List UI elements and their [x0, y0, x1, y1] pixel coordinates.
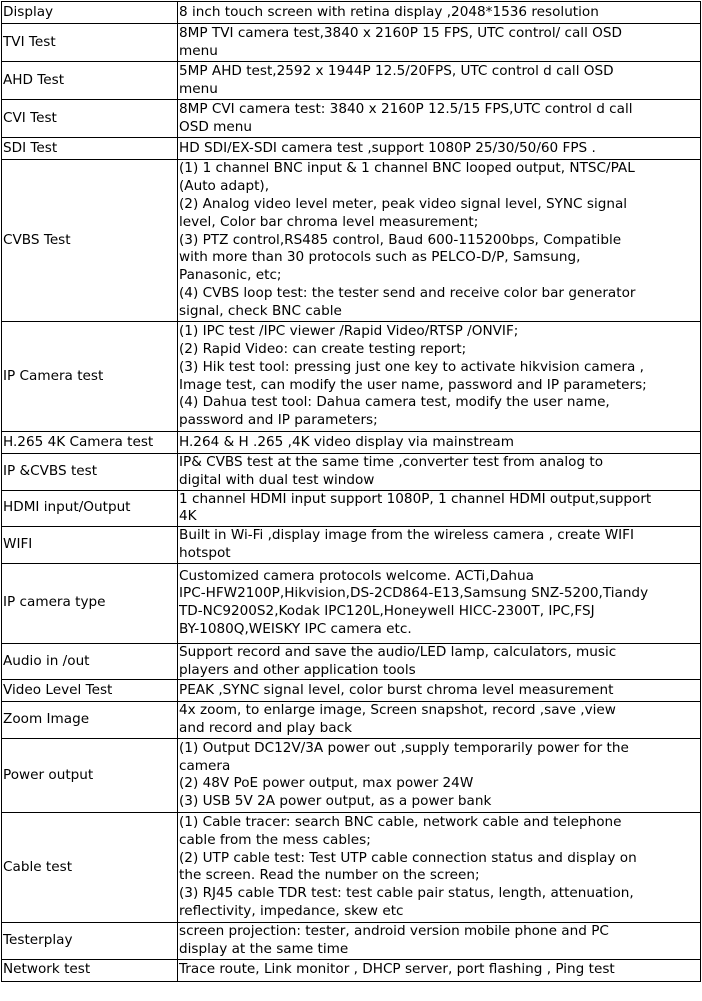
- spec-value-line: menu: [179, 80, 218, 97]
- spec-value-line: menu: [179, 42, 218, 59]
- spec-value: [178, 2, 701, 24]
- spec-value: [178, 490, 701, 527]
- spec-row: [2, 959, 701, 981]
- spec-row: [2, 454, 701, 491]
- spec-value-line: Built in Wi-Fi ,display image from the wireless camera , create WIFI: [179, 527, 634, 544]
- spec-value-line: (3) PTZ control,RS485 control, Baud 600-115200bps, Compatible: [179, 231, 622, 248]
- spec-value-line: IPC-HFW2100P,Hikvision,DS-2CD864-E13,Samsung SNZ-5200,Tiandy: [179, 585, 649, 602]
- spec-value-line: (2) 48V PoE power output, max power 24W: [179, 775, 474, 792]
- spec-value-line: with more than 30 protocols such as PELCO-D/P, Samsung,: [179, 249, 581, 266]
- spec-value: [178, 738, 701, 812]
- spec-label: WIFI: [2, 527, 178, 564]
- spec-row: [2, 812, 701, 922]
- spec-label: Display: [2, 2, 178, 24]
- spec-label: AHD Test: [2, 62, 178, 100]
- spec-value-line: 1 channel HDMI input support 1080P, 1 channel HDMI output,support: [179, 490, 652, 507]
- spec-row: [2, 322, 701, 432]
- spec-value: [178, 527, 701, 564]
- spec-value-line: cable from the mess cables;: [179, 831, 371, 848]
- spec-value-line: 4K: [179, 508, 197, 525]
- spec-row: [2, 160, 701, 322]
- spec-label: CVI Test: [2, 100, 178, 138]
- spec-value: [178, 24, 701, 62]
- spec-value-line: reflectivity, impedance, skew etc: [179, 903, 404, 920]
- spec-label: Power output: [2, 738, 178, 812]
- spec-label: CVBS Test: [2, 160, 178, 322]
- spec-row: [2, 432, 701, 454]
- spec-value-line: Image test, can modify the user name, password and IP parameters;: [179, 376, 647, 393]
- spec-value-line: password and IP parameters;: [179, 412, 378, 429]
- spec-value-line: (3) RJ45 cable TDR test: test cable pair status, length, attenuation,: [179, 885, 634, 902]
- spec-value-line: camera: [179, 757, 231, 774]
- spec-value-line: the screen. Read the number on the screen;: [179, 867, 480, 884]
- spec-value-line: BY-1080Q,WEISKY IPC camera etc.: [179, 621, 412, 638]
- spec-value: [178, 432, 701, 454]
- spec-value-line: (4) Dahua test tool: Dahua camera test, modify the user name,: [179, 394, 610, 411]
- spec-value-line: display at the same time: [179, 940, 349, 957]
- spec-value-line: Customized camera protocols welcome. ACTi,Dahua: [179, 567, 534, 584]
- spec-label: HDMI input/Output: [2, 490, 178, 527]
- spec-value-line: TD-NC9200S2,Kodak IPC120L,Honeywell HICC-2300T, IPC,FSJ: [179, 603, 595, 620]
- spec-row: [2, 643, 701, 680]
- spec-value: [178, 62, 701, 100]
- spec-value-line: (1) IPC test /IPC viewer /Rapid Video/RTSP /ONVIF;: [179, 323, 519, 340]
- spec-label: IP &CVBS test: [2, 454, 178, 491]
- spec-value-line: 5MP AHD test,2592 x 1944P 12.5/20FPS, UTC control d call OSD: [179, 62, 614, 79]
- spec-label: Cable test: [2, 812, 178, 922]
- spec-row: [2, 138, 701, 160]
- spec-label: Video Level Test: [2, 680, 178, 702]
- spec-value-line: digital with dual test window: [179, 471, 375, 488]
- spec-value: [178, 100, 701, 138]
- spec-table-body: [2, 2, 701, 982]
- spec-value: [178, 322, 701, 432]
- spec-row: [2, 490, 701, 527]
- spec-value: [178, 680, 701, 702]
- spec-value-line: (2) Analog video level meter, peak video signal level, SYNC signal: [179, 196, 628, 212]
- spec-label: SDI Test: [2, 138, 178, 160]
- spec-value: [178, 959, 701, 981]
- spec-value-line: and record and play back: [179, 720, 352, 737]
- spec-value: [178, 922, 701, 959]
- spec-row: [2, 24, 701, 62]
- spec-row: [2, 62, 701, 100]
- spec-value: [178, 702, 701, 739]
- spec-label: TVI Test: [2, 24, 178, 62]
- spec-value-line: HD SDI/EX-SDI camera test ,support 1080P 25/30/50/60 FPS .: [179, 139, 596, 156]
- spec-row: [2, 702, 701, 739]
- spec-value-line: Support record and save the audio/LED lamp, calculators, music: [179, 643, 617, 660]
- spec-row: [2, 527, 701, 564]
- spec-row: [2, 2, 701, 24]
- spec-value: [178, 454, 701, 491]
- spec-value-line: 8 inch touch screen with retina display ,2048*1536 resolution: [179, 3, 599, 20]
- spec-label: Network test: [2, 959, 178, 981]
- spec-value-line: (2) Rapid Video: can create testing report;: [179, 340, 467, 357]
- spec-value: [178, 812, 701, 922]
- spec-value-line: screen projection: tester, android version mobile phone and PC: [179, 922, 609, 939]
- spec-value-line: 8MP TVI camera test,3840 x 2160P 15 FPS, UTC control/ call OSD: [179, 24, 622, 41]
- spec-value-line: Trace route, Link monitor , DHCP server, port flashing , Ping test: [179, 961, 615, 978]
- spec-value-line: H.264 & H .265 ,4K video display via mainstream: [179, 433, 514, 450]
- spec-value-line: (1) 1 channel BNC input & 1 channel BNC looped output, NTSC/PAL: [179, 160, 635, 177]
- spec-value-line: IP& CVBS test at the same time ,converter test from analog to: [179, 454, 604, 470]
- spec-value-line: (4) CVBS loop test: the tester send and receive color bar generator: [179, 284, 636, 301]
- spec-value-line: (Auto adapt),: [179, 178, 270, 195]
- spec-value-line: level, Color bar chroma level measurement;: [179, 213, 479, 230]
- spec-row: [2, 100, 701, 138]
- spec-value: [178, 160, 701, 322]
- spec-value-line: 4x zoom, to enlarge image, Screen snapshot, record ,save ,view: [179, 702, 616, 719]
- spec-label: H.265 4K Camera test: [2, 432, 178, 454]
- spec-label: IP Camera test: [2, 322, 178, 432]
- spec-value-line: (3) Hik test tool: pressing just one key to activate hikvision camera ,: [179, 358, 644, 375]
- spec-value-line: OSD menu: [179, 118, 252, 135]
- spec-value-line: PEAK ,SYNC signal level, color burst chroma level measurement: [179, 681, 614, 698]
- spec-row: [2, 922, 701, 959]
- spec-value-line: (1) Cable tracer: search BNC cable, network cable and telephone: [179, 814, 622, 831]
- spec-label: Zoom Image: [2, 702, 178, 739]
- spec-row: [2, 563, 701, 643]
- spec-label: Audio in /out: [2, 643, 178, 680]
- spec-value-line: Panasonic, etc;: [179, 267, 282, 284]
- spec-value-line: (3) USB 5V 2A power output, as a power bank: [179, 793, 492, 810]
- spec-value-line: (2) UTP cable test: Test UTP cable connection status and display on: [179, 849, 637, 866]
- spec-value-line: hotspot: [179, 544, 231, 561]
- spec-value: [178, 138, 701, 160]
- spec-value: [178, 563, 701, 643]
- spec-value-line: 8MP CVI camera test: 3840 x 2160P 12.5/15 FPS,UTC control d call: [179, 100, 633, 117]
- spec-value-line: signal, check BNC cable: [179, 302, 342, 319]
- spec-value-line: players and other application tools: [179, 661, 416, 678]
- spec-value-line: (1) Output DC12V/3A power out ,supply temporarily power for the: [179, 739, 629, 756]
- spec-row: [2, 680, 701, 702]
- spec-label: IP camera type: [2, 563, 178, 643]
- spec-value: [178, 643, 701, 680]
- spec-row: [2, 738, 701, 812]
- spec-label: Testerplay: [2, 922, 178, 959]
- spec-table: [1, 1, 701, 982]
